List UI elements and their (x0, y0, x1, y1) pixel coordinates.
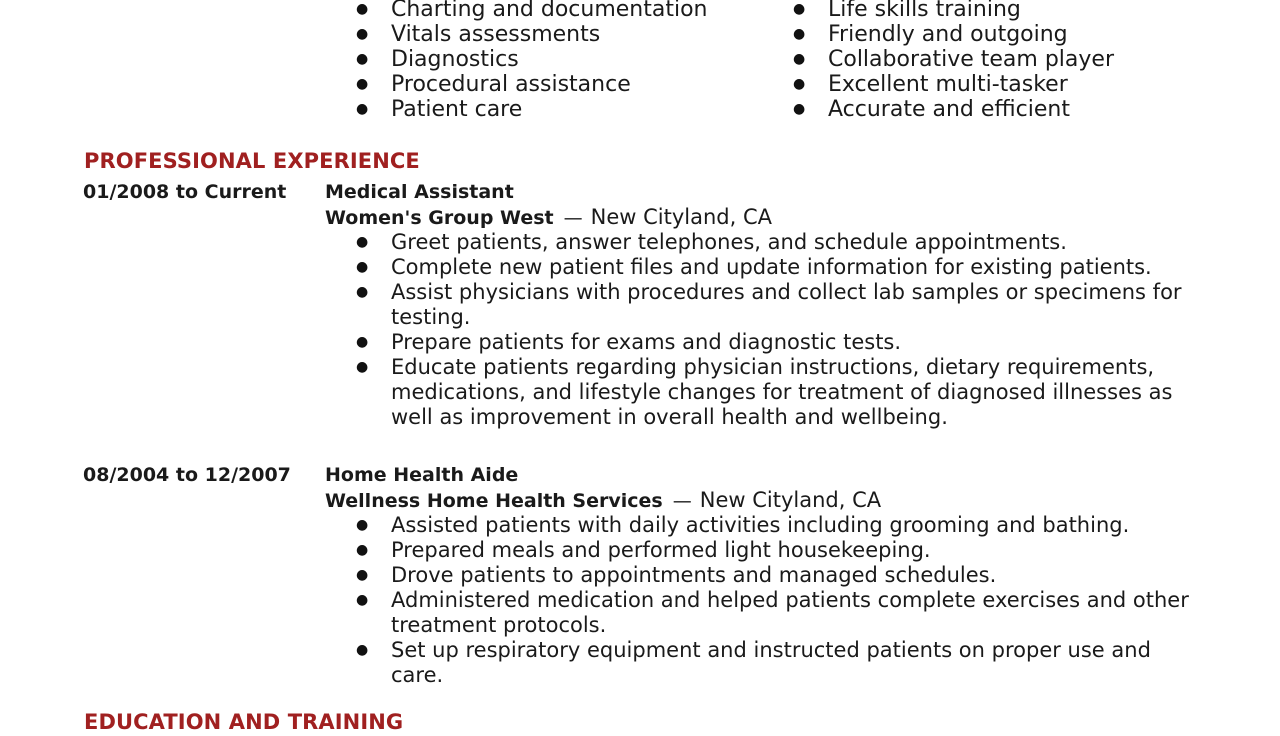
duty-text: Drove patients to appointments and managed schedules. (391, 563, 997, 587)
duty-text: Complete new patient files and update information for existing patients. (391, 255, 1152, 279)
skill-item (789, 97, 1114, 122)
job-employer: Wellness Home Health Services (325, 490, 663, 512)
bullet-dot-icon: ● (356, 26, 369, 42)
bullet-dot-icon: ● (356, 542, 369, 558)
bullet-dot-icon: ● (356, 259, 369, 275)
bullet-dot-icon: ● (793, 26, 806, 42)
duty-text: Assist physicians with procedures and collect lab samples or specimens for testing. (391, 280, 1182, 329)
skill-item (789, 22, 1114, 47)
bullet-dot-icon: ● (356, 642, 369, 658)
duty-text: Educate patients regarding physician instructions, dietary requirements, medications, and lifestyle changes for treatment of diagnosed illnesses as well as improvement in overall health and wellbeing. (391, 355, 1173, 429)
job-employer-line (325, 205, 772, 231)
duty-text: Greet patients, answer telephones, and schedule appointments. (391, 230, 1067, 254)
bullet-dot-icon: ● (356, 1, 369, 17)
skill-item (789, 47, 1114, 72)
skill-item (352, 0, 707, 22)
job-employer-line (325, 488, 881, 514)
skill-label: Patient care (391, 97, 523, 122)
section-heading-experience: PROFESSIONAL EXPERIENCE (84, 149, 420, 173)
duty-item (352, 513, 1192, 538)
skill-label: Procedural assistance (391, 72, 631, 97)
duty-text: Prepared meals and performed light housekeeping. (391, 538, 931, 562)
bullet-dot-icon: ● (356, 76, 369, 92)
skill-label: Charting and documentation (391, 0, 708, 22)
job-duties-list (352, 230, 1192, 430)
job-dates: 08/2004 to 12/2007 (83, 464, 291, 486)
bullet-dot-icon: ● (356, 359, 369, 375)
bullet-dot-icon: ● (356, 51, 369, 67)
skill-item (352, 72, 707, 97)
bullet-dot-icon: ● (793, 1, 806, 17)
bullet-dot-icon: ● (356, 284, 369, 300)
duty-text: Set up respiratory equipment and instructed patients on proper use and care. (391, 638, 1151, 687)
duty-text: Assisted patients with daily activities including grooming and bathing. (391, 513, 1130, 537)
skill-label: Life skills training (828, 0, 1021, 22)
skill-label: Diagnostics (391, 47, 519, 72)
duty-item (352, 255, 1192, 280)
skills-list-left (352, 0, 707, 122)
bullet-dot-icon: ● (793, 51, 806, 67)
skills-list-right (789, 0, 1114, 122)
duty-item (352, 330, 1192, 355)
duty-item (352, 230, 1192, 255)
skill-label: Vitals assessments (391, 22, 601, 47)
skill-label: Collaborative team player (828, 47, 1114, 72)
bullet-dot-icon: ● (793, 101, 806, 117)
duty-text: Prepare patients for exams and diagnostic tests. (391, 330, 902, 354)
job-dates: 01/2008 to Current (83, 181, 287, 203)
job-title: Home Health Aide (325, 464, 519, 486)
duty-item (352, 588, 1192, 638)
duty-item (352, 538, 1192, 563)
employer-location-separator: — (672, 490, 692, 512)
duty-item (352, 563, 1192, 588)
job-employer: Women's Group West (325, 207, 554, 229)
duty-text: Administered medication and helped patients complete exercises and other treatment protocols. (391, 588, 1189, 637)
skill-label: Excellent multi-tasker (828, 72, 1068, 97)
bullet-dot-icon: ● (356, 517, 369, 533)
bullet-dot-icon: ● (356, 101, 369, 117)
duty-item (352, 355, 1192, 430)
skill-item (352, 22, 707, 47)
skill-item (352, 47, 707, 72)
section-heading-education: EDUCATION AND TRAINING (84, 710, 404, 734)
job-duties-list (352, 513, 1192, 688)
skill-item (789, 72, 1114, 97)
skill-label: Friendly and outgoing (828, 22, 1068, 47)
employer-location-separator: — (563, 207, 583, 229)
bullet-dot-icon: ● (356, 234, 369, 250)
skill-item (352, 97, 707, 122)
job-title: Medical Assistant (325, 181, 514, 203)
skill-label: Accurate and efficient (828, 97, 1070, 122)
bullet-dot-icon: ● (356, 592, 369, 608)
job-location: New Cityland, CA (699, 488, 882, 512)
bullet-dot-icon: ● (356, 567, 369, 583)
duty-item (352, 280, 1192, 330)
skill-item (789, 0, 1114, 22)
duty-item (352, 638, 1192, 688)
bullet-dot-icon: ● (793, 76, 806, 92)
job-location: New Cityland, CA (590, 205, 772, 229)
bullet-dot-icon: ● (356, 334, 369, 350)
